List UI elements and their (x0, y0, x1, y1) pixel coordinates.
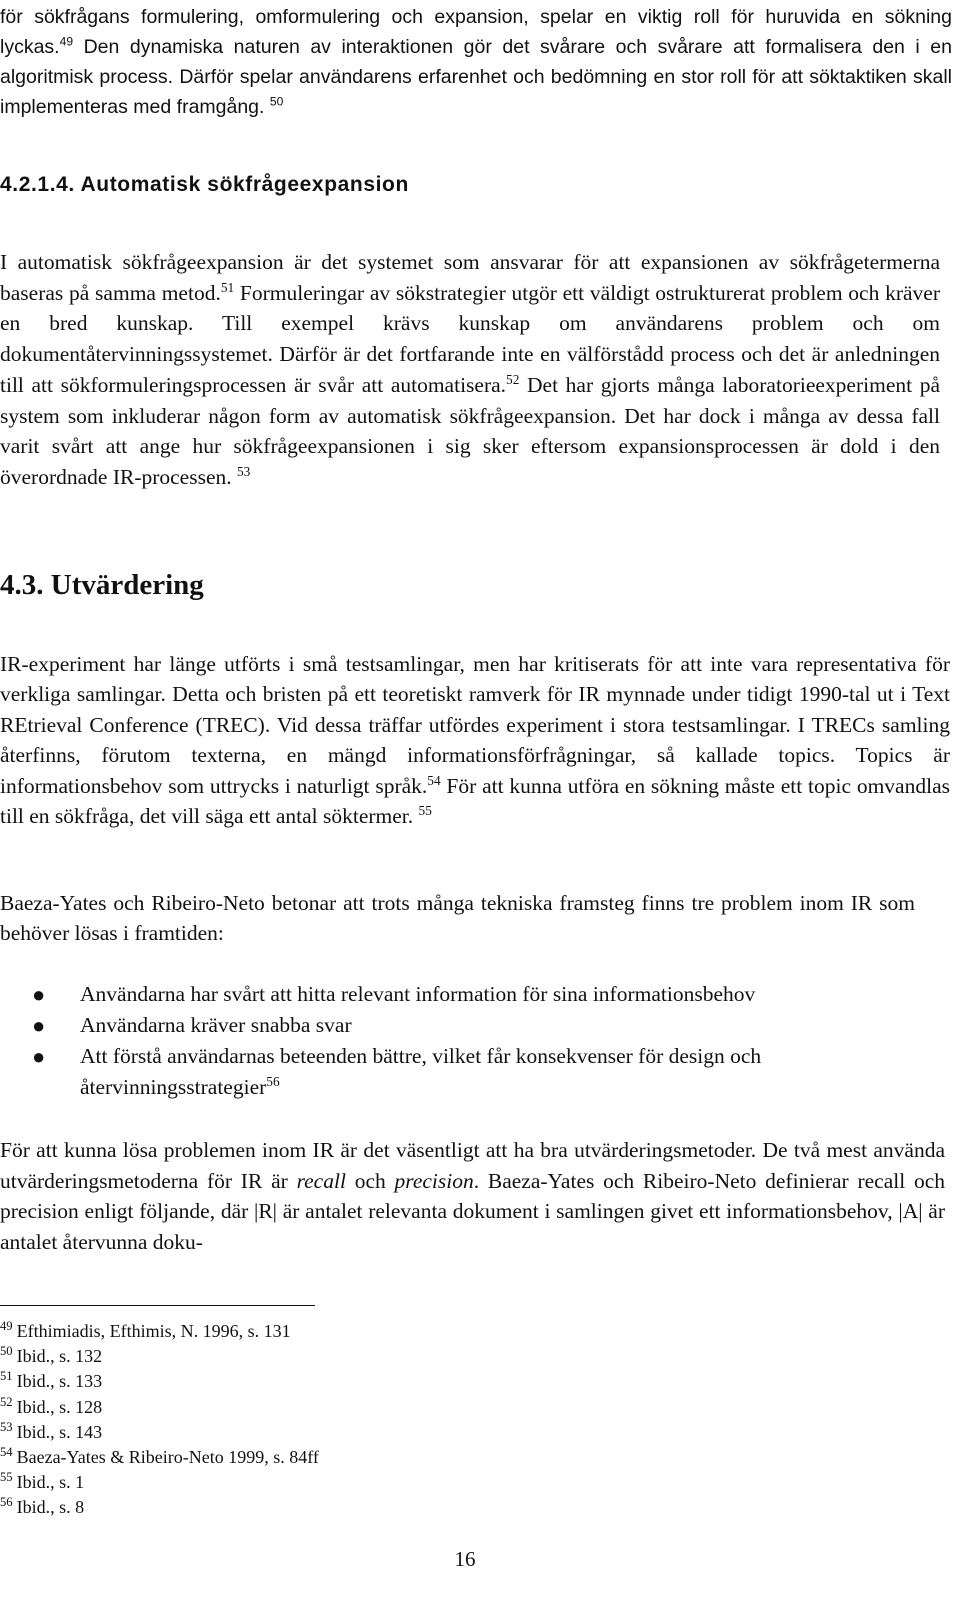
paragraph-ir-experiments (0, 649, 950, 831)
footnote-ref: 54 (427, 772, 441, 788)
footnote (0, 1445, 319, 1470)
paragraph-text: Det har gjorts många laboratorieexperiment på system som inkluderar någon form av automatisk sökfrågeexpansion. Det har dock i många av dessa fall varit svårt att ange hur sökfrågeexpansionen i sig sker eftersom expansionsprocessen är dold i den överordnade IR-processen. (0, 372, 940, 489)
paragraph-text: IR-experiment har länge utförts i små testsamlingar, men har kritiserats för att inte vara representativa för verkliga samlingar. Detta och bristen på ett teoretiskt ramverk för IR mynnade under tidigt 1990-tal ut i Text REtrieval Conference (TREC). Vid dessa träffar utfördes experiment i stora testsamlingar. I TRECs samling återfinns, förutom texterna, en mängd informationsförfrågningar, så kallade topics. Topics är informationsbehov som uttrycks i naturligt språk. (0, 652, 950, 798)
intro-text-1: för sökfrågans formulering, omformulering och expansion, spelar en viktig roll för huruvida en sökning lyckas. (0, 6, 952, 58)
footnote (0, 1369, 319, 1394)
term-precision: precision (394, 1168, 474, 1193)
paragraph-text: och (345, 1168, 395, 1193)
bullet-icon: ● (32, 1013, 46, 1038)
footnote-text: Baeza-Yates & Ribeiro-Neto 1999, s. 84ff (16, 1447, 319, 1468)
term-recall: recall (296, 1168, 346, 1193)
footnote-divider (0, 1305, 315, 1306)
paragraph-automatic-expansion (0, 247, 940, 493)
footnote-text: Ibid., s. 128 (16, 1396, 103, 1417)
list-item (0, 979, 930, 1010)
footnote-number: 52 (0, 1394, 13, 1409)
footnote-number: 53 (0, 1419, 13, 1434)
paragraph-text: . Baeza-Yates och Ribeiro-Neto definierar recall och precision enligt följande, där |R| är antalet relevanta dokument i samlingen givet ett informationsbehov, |A| är antalet återvunna doku- (0, 1168, 946, 1255)
paragraph-text: För att kunna utföra en sökning måste ett topic omvandlas till en sökfråga, det vill säga ett antal söktermer. (0, 773, 950, 829)
paragraph-text: I automatisk sökfrågeexpansion är det systemet som ansvarar för att expansionen av sökfrågetermerna baseras på samma metod. (0, 250, 940, 305)
footnote-ref: 50 (269, 94, 284, 109)
footnote (0, 1470, 319, 1495)
list-item (0, 1010, 930, 1041)
footnote (0, 1420, 319, 1445)
list-item-text: Att förstå användarnas beteenden bättre, vilket får konsekvenser för design och återvinningsstrategier (80, 1044, 762, 1099)
footnote (0, 1395, 319, 1420)
bullet-icon: ● (32, 1044, 46, 1069)
paragraph-text: Formuleringar av sökstrategier utgör ett väldigt ostrukturerat problem och kräver en bred kunskap. Till exempel krävs kunskap om användarens problem och om dokumentåtervinningssystemet. Därför är det fortfarande inte en välförstådd process och det är anledningen till att sökformuleringsprocessen är svår att automatisera. (0, 280, 941, 397)
footnote-text: Ibid., s. 133 (16, 1371, 103, 1392)
footnote-ref: 51 (220, 279, 235, 295)
bullet-icon: ● (32, 982, 46, 1007)
footnote-number: 51 (0, 1369, 13, 1384)
paragraph-three-problems: Baeza-Yates och Ribeiro-Neto betonar att trots många tekniska framsteg finns tre problem inom IR som behöver lösas i framtiden: (0, 891, 915, 946)
footnote-text: Ibid., s. 132 (16, 1346, 103, 1367)
footnote-ref: 52 (506, 371, 520, 387)
list-item-text: Användarna har svårt att hitta relevant information för sina informationsbehov (80, 982, 756, 1006)
footnote-text: Ibid., s. 143 (16, 1421, 103, 1442)
problem-list (0, 979, 930, 1103)
footnote-number: 54 (0, 1445, 13, 1460)
footnote-text: Efthimiadis, Efthimis, N. 1996, s. 131 (16, 1321, 291, 1341)
footnote-number: 55 (0, 1470, 13, 1485)
paragraph-evaluation-methods (0, 1135, 945, 1258)
intro-paragraph (0, 2, 952, 122)
intro-text-2: Den dynamiska naturen av interaktionen gör det svårare och svårare att formalisera den i en algoritmisk process. Därför spelar användarens erfarenhet och bedömning en stor roll för att söktaktiken skall implementeras med framgång. (0, 36, 952, 118)
footnote-number: 49 (0, 1319, 13, 1333)
footnote (0, 1319, 319, 1344)
footnote-ref: 55 (418, 802, 432, 818)
footnote (0, 1344, 319, 1369)
list-item (0, 1041, 930, 1103)
footnotes (0, 1319, 319, 1521)
section-heading-4-2-1-4: 4.2.1.4. Automatisk sökfrågeexpansion (0, 173, 409, 196)
footnote-number: 50 (0, 1344, 13, 1359)
footnote-text: Ibid., s. 1 (16, 1472, 85, 1493)
footnote-ref: 53 (237, 463, 251, 479)
footnote-ref: 49 (59, 34, 74, 49)
footnote-ref: 56 (266, 1073, 280, 1089)
paragraph-text: För att kunna lösa problemen inom IR är det väsentligt att ha bra utvärderingsmetoder. De två mest använda utvärderingsmetoderna för IR är (0, 1138, 945, 1193)
footnote-number: 56 (0, 1495, 13, 1510)
footnote (0, 1495, 319, 1520)
page-number: 16 (454, 1547, 476, 1571)
list-item-text: Användarna kräver snabba svar (80, 1013, 352, 1037)
footnote-text: Ibid., s. 8 (16, 1497, 85, 1518)
section-heading-4-3: 4.3. Utvärdering (0, 569, 204, 601)
